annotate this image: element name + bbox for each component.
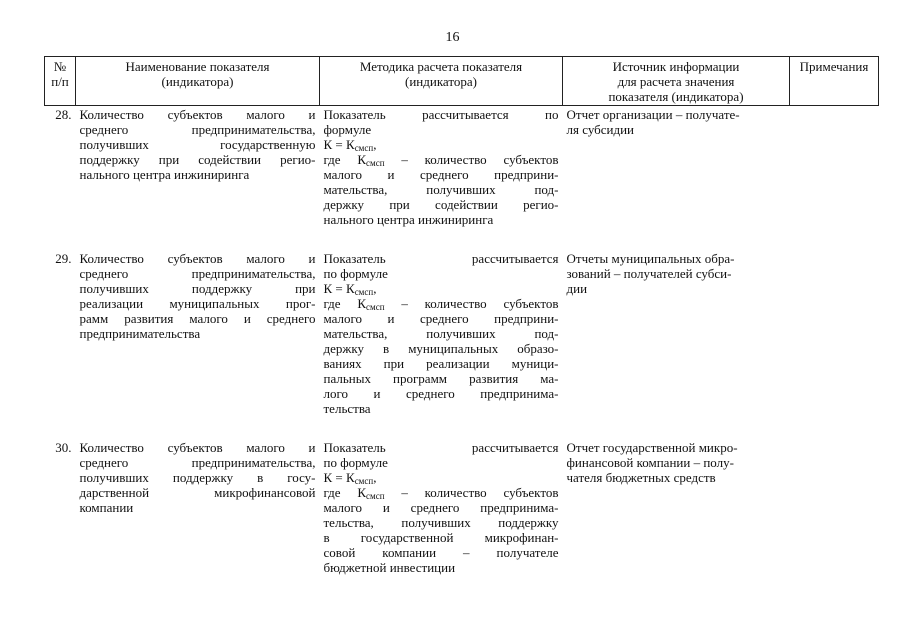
header-line: для расчета значения <box>617 74 735 89</box>
name-line: среднего предпринимательства, <box>79 122 316 137</box>
header-line: Примечания <box>799 59 869 74</box>
formula-subscript: смсп <box>354 143 374 153</box>
page-number: 16 <box>445 30 460 45</box>
method-line: тельства, получивших поддержку <box>323 515 559 530</box>
method-line: Показатель рассчитывается по <box>323 107 559 122</box>
name-line: Количество субъектов малого и <box>79 251 316 266</box>
calculation-method <box>320 106 563 251</box>
where-subscript: смсп <box>366 158 385 168</box>
method-line: мательства, получивших под- <box>323 182 559 197</box>
header-line: (индикатора) <box>405 74 477 89</box>
where-subscript: смсп <box>366 491 385 501</box>
name-line: получивших государственную <box>79 137 316 152</box>
method-line: нального центра инжиниринга <box>323 212 494 227</box>
formula-subscript: смсп <box>354 476 374 486</box>
name-line: Количество субъектов малого и <box>79 440 316 455</box>
note-cell <box>790 106 879 251</box>
name-line: предпринимательства <box>79 326 201 341</box>
method-line: по формуле <box>323 266 388 281</box>
header-note <box>790 57 879 106</box>
method-line: малого и среднего предприни- <box>323 311 559 326</box>
method-line: совой компании – получателе <box>323 545 559 560</box>
method-line: ваниях при реализации муници- <box>323 356 559 371</box>
source-line: дии <box>566 281 588 296</box>
calculation-method <box>320 439 563 598</box>
indicator-name <box>76 250 320 439</box>
information-source <box>563 250 790 439</box>
name-line: реализации муниципальных прог- <box>79 296 316 311</box>
method-line: держку в муниципальных образо- <box>323 341 559 356</box>
source-line: чателя бюджетных средств <box>566 470 716 485</box>
source-line: зований – получателей субси- <box>566 266 732 281</box>
row-number: 28. <box>55 107 72 122</box>
header-line: № <box>53 59 67 74</box>
table-body <box>45 106 879 599</box>
source-line: финансовой компании – полу- <box>566 455 734 470</box>
method-line: пальных программ развития ма- <box>323 371 559 386</box>
source-line: Отчет организации – получате- <box>566 107 740 122</box>
header-line: Наименование показателя <box>125 59 270 74</box>
formula-text: К = К <box>323 281 355 296</box>
indicator-name <box>76 439 320 598</box>
name-line: поддержку при содействии регио- <box>79 152 316 167</box>
name-line: Количество субъектов малого и <box>79 107 316 122</box>
method-line: по формуле <box>323 455 388 470</box>
method-line: в государственной микрофинан- <box>323 530 559 545</box>
where-text: где К <box>323 296 367 311</box>
table-row <box>45 106 879 251</box>
method-line: лого и среднего предпринима- <box>323 386 559 401</box>
name-line: рамм развития малого и среднего <box>79 311 316 326</box>
formula-end: , <box>373 470 377 485</box>
header-line: показателя (индикатора) <box>608 89 744 104</box>
table-row <box>45 439 879 598</box>
name-line: среднего предпринимательства, <box>79 455 316 470</box>
formula-subscript: смсп <box>354 287 374 297</box>
formula-text: К = К <box>323 470 355 485</box>
name-line: получивших поддержку в госу- <box>79 470 316 485</box>
header-line: п/п <box>51 74 69 89</box>
table-row <box>45 250 879 439</box>
header-method <box>320 57 563 106</box>
method-line: бюджетной инвестиции <box>323 560 456 575</box>
information-source <box>563 106 790 251</box>
where-rest: – количество субъектов <box>384 485 559 500</box>
formula <box>324 281 559 296</box>
method-line: Показатель рассчитывается <box>323 251 559 266</box>
formula-end: , <box>373 281 377 296</box>
where-rest: – количество субъектов <box>384 152 559 167</box>
name-line: дарственной микрофинансовой <box>79 485 316 500</box>
formula-text: К = К <box>323 137 355 152</box>
where-subscript: смсп <box>366 302 385 312</box>
indicator-name <box>76 106 320 251</box>
information-source <box>563 439 790 598</box>
method-line: мательства, получивших под- <box>323 326 559 341</box>
header-name <box>76 57 320 106</box>
name-line: получивших поддержку при <box>79 281 316 296</box>
method-line: формуле <box>323 122 372 137</box>
formula-where <box>324 152 559 167</box>
name-line: компании <box>79 500 134 515</box>
source-line: Отчет государственной микро- <box>566 440 738 455</box>
header-line: Источник информации <box>612 59 740 74</box>
where-text: где К <box>323 485 367 500</box>
header-line: (индикатора) <box>161 74 234 89</box>
name-line: среднего предпринимательства, <box>79 266 316 281</box>
formula-where <box>324 296 559 311</box>
formula-where <box>324 485 559 500</box>
note-cell <box>790 250 879 439</box>
row-number: 29. <box>55 251 72 266</box>
table-header <box>45 57 879 106</box>
formula <box>324 137 559 152</box>
method-line: держку при содействии регио- <box>323 197 559 212</box>
where-text: где К <box>323 152 367 167</box>
method-line: Показатель рассчитывается <box>323 440 559 455</box>
header-source <box>563 57 790 106</box>
method-line: тельства <box>323 401 371 416</box>
header-line: Методика расчета показателя <box>359 59 523 74</box>
method-line: малого и среднего предпринима- <box>323 500 559 515</box>
header-num <box>45 57 76 106</box>
row-number: 30. <box>55 440 72 455</box>
name-line: нального центра инжиниринга <box>79 167 250 182</box>
source-line: ля субсидии <box>566 122 635 137</box>
formula <box>324 470 559 485</box>
note-cell <box>790 439 879 598</box>
source-line: Отчеты муниципальных обра- <box>566 251 735 266</box>
method-line: малого и среднего предприни- <box>323 167 559 182</box>
calculation-method <box>320 250 563 439</box>
where-rest: – количество субъектов <box>384 296 559 311</box>
indicators-table <box>44 56 879 598</box>
formula-end: , <box>373 137 377 152</box>
